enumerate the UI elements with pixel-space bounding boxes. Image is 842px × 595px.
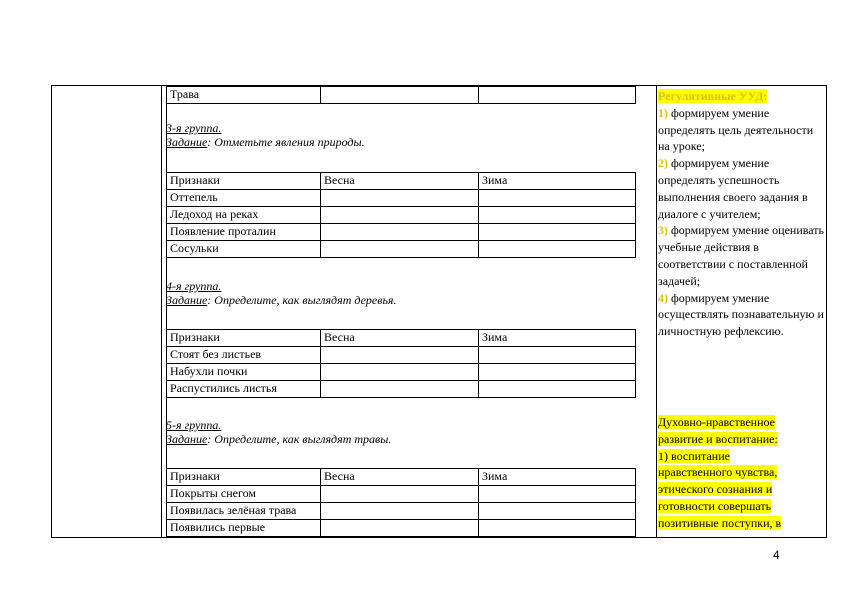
table-row <box>167 207 636 224</box>
spiritual-line <box>658 448 808 465</box>
group-3-title <box>166 121 365 149</box>
column-divider <box>161 86 162 537</box>
table-cell: Покрыты снегом <box>167 486 321 503</box>
column-header: Весна <box>321 330 479 347</box>
table-row <box>167 241 636 258</box>
table-cell <box>321 520 479 537</box>
spiritual-line-text: этического сознания и <box>658 482 773 497</box>
spiritual-line-text: Духовно-нравственное <box>658 415 775 429</box>
table-cell <box>321 190 479 207</box>
uud-item-text: формируем умение определять успешность выполнения своего задания в диалоге с учителем; <box>658 156 808 221</box>
spiritual-block <box>658 414 808 532</box>
uud-item-text: формируем умение осуществлять познавательную и личностную рефлексию. <box>658 290 824 339</box>
column-divider <box>656 86 657 537</box>
table-cell <box>479 486 636 503</box>
table-cell: Ледоход на реках <box>167 207 321 224</box>
table-row <box>167 224 636 241</box>
spiritual-line <box>658 481 808 498</box>
group-4-table <box>166 329 636 398</box>
table-cell: Появилась зелёная трава <box>167 503 321 520</box>
spiritual-line-text: нравственного чувства, <box>658 465 778 480</box>
table-row <box>167 503 636 520</box>
table-cell <box>479 347 636 364</box>
group-5-title <box>166 418 391 446</box>
table-cell <box>321 207 479 224</box>
spiritual-line <box>658 431 808 448</box>
table-cell <box>479 207 636 224</box>
group-heading: 4-я группа. <box>166 279 222 293</box>
uud-item-number: 4) <box>658 290 668 305</box>
task-text: : Определите, как выглядят травы. <box>207 432 392 446</box>
uud-item-number: 1) <box>658 105 668 120</box>
table-cell <box>479 364 636 381</box>
uud-item <box>658 155 824 222</box>
task-text: : Отметьте явления природы. <box>207 135 365 149</box>
table-cell: Стоят без листьев <box>167 347 321 364</box>
task-label: Задание <box>166 293 208 307</box>
uud-item-text: формируем умение определять цель деятельности на уроке; <box>658 105 814 154</box>
table-header-row <box>167 173 636 190</box>
table-row <box>167 486 636 503</box>
table-row <box>167 87 636 104</box>
table-cell <box>321 224 479 241</box>
column-header: Признаки <box>167 469 321 486</box>
column-header: Признаки <box>167 173 321 190</box>
group-5-table <box>166 468 636 537</box>
table-cell: Появились первые <box>167 520 321 537</box>
group-task <box>166 432 391 446</box>
spiritual-line-text: 1) воспитание <box>658 448 730 463</box>
task-label: Задание <box>166 432 208 446</box>
column-header: Весна <box>321 469 479 486</box>
table-row <box>167 190 636 207</box>
group-task <box>166 293 396 307</box>
uud-block <box>658 88 824 340</box>
column-header: Зима <box>479 330 636 347</box>
uud-item-number: 2) <box>658 156 668 171</box>
table-cell: Сосульки <box>167 241 321 258</box>
table-cell <box>479 241 636 258</box>
column-header: Весна <box>321 173 479 190</box>
page-number: 4 <box>773 548 780 562</box>
spiritual-line <box>658 515 808 532</box>
table-header-row <box>167 330 636 347</box>
column-header: Признаки <box>167 330 321 347</box>
uud-item-text: формируем умение оценивать учебные действия в соответствии с поставленной задачей; <box>658 223 824 288</box>
spiritual-line-text: развитие и воспитание: <box>658 431 778 446</box>
spiritual-line <box>658 464 808 481</box>
uud-title-text: Регулятивные УУД: <box>658 89 768 103</box>
spiritual-line-text: готовности совершать <box>658 498 772 513</box>
table-row <box>167 520 636 537</box>
group-task <box>166 135 365 149</box>
table-cell: Трава <box>167 87 321 104</box>
table-cell <box>479 520 636 537</box>
table-cell <box>479 503 636 520</box>
table-cell <box>479 381 636 398</box>
table-cell <box>321 364 479 381</box>
table-cell: Набухли почки <box>167 364 321 381</box>
table-cell <box>479 224 636 241</box>
spiritual-line <box>658 498 808 515</box>
top-table <box>166 86 636 104</box>
group-heading: 3-я группа. <box>166 121 222 135</box>
table-cell: Появление проталин <box>167 224 321 241</box>
table-cell <box>479 87 636 104</box>
column-header: Зима <box>479 469 636 486</box>
group-3-table <box>166 172 636 258</box>
uud-item <box>658 290 824 340</box>
table-header-row <box>167 469 636 486</box>
table-cell <box>479 190 636 207</box>
table-cell <box>321 503 479 520</box>
uud-item <box>658 105 824 155</box>
table-cell <box>321 241 479 258</box>
uud-item <box>658 222 824 289</box>
table-row <box>167 381 636 398</box>
table-cell <box>321 486 479 503</box>
table-cell <box>321 347 479 364</box>
table-cell: Оттепель <box>167 190 321 207</box>
group-4-title <box>166 279 396 307</box>
uud-title <box>658 88 824 105</box>
table-cell: Распустились листья <box>167 381 321 398</box>
table-cell <box>321 381 479 398</box>
column-header: Зима <box>479 173 636 190</box>
table-row <box>167 347 636 364</box>
table-cell <box>321 87 479 104</box>
task-text: : Определите, как выглядят деревья. <box>207 293 397 307</box>
spiritual-line <box>658 414 808 431</box>
group-heading: 5-я группа. <box>166 418 222 432</box>
spiritual-line-text: позитивные поступки, в <box>658 515 782 530</box>
uud-item-number: 3) <box>658 223 668 238</box>
task-label: Задание <box>166 135 208 149</box>
table-row <box>167 364 636 381</box>
